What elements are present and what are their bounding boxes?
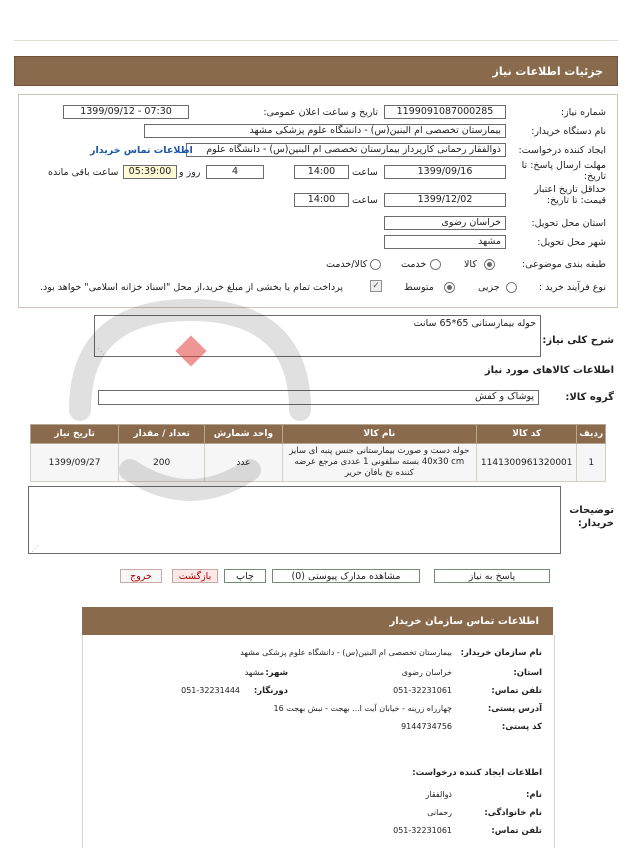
col-date: تاریخ نیاز [31,425,119,444]
contact-postal-value: 9144734756 [401,722,452,731]
cell-date: 1399/09/27 [31,444,119,482]
process-option-medium-label: متوسط [404,282,434,293]
city-field[interactable]: مشهد [384,235,506,249]
process-radio-minor[interactable] [506,282,517,293]
buyer-org-label: نام دستگاه خریدار: [531,126,606,137]
creator-phone-label: تلفن تماس: [491,826,542,836]
contact-address-label: آدرس پستی: [487,704,542,714]
buyer-org-field[interactable]: بیمارستان تخصصی ام البنین(س) - دانشگاه علوم پزشکی مشهد [144,124,506,138]
creator-label: ایجاد کننده درخواست: [518,145,606,156]
announce-field[interactable]: 1399/09/12 - 07:30 [63,105,189,119]
days-label: روز و [179,167,201,178]
validity-time-label: ساعت [352,195,378,206]
process-label: نوع فرآیند خرید : [538,282,606,293]
general-desc-text: حوله بیمارستانی 65*65 سانت [413,318,536,329]
category-radio-goods[interactable] [484,259,495,270]
contact-title: اطلاعات تماس سازمان خریدار [389,615,539,627]
category-option-both-label: کالا/خدمت [326,259,368,270]
province-field[interactable]: خراسان رضوی [384,216,506,230]
attachments-button[interactable]: مشاهده مدارک پیوستی (0) [272,569,420,583]
province-label: استان محل تحویل: [531,218,606,229]
contact-fax-value: 051-32231444 [181,686,240,695]
col-name: نام کالا [282,425,476,444]
cell-row: 1 [577,444,606,482]
city-label: شهر محل تحویل: [537,237,606,248]
cell-name: حوله دست و صورت بیمارستانی جنس پنبه ای سایز 40x30 cm بسته سلفونی 1 عددی مرجع عرضه کننده نخ بافان حریر [282,444,476,482]
print-button[interactable]: چاپ [224,569,266,583]
creator-family-value: رحمانی [427,808,452,817]
contact-fax-label: دورنگار: [253,686,288,696]
announce-label: تاریخ و ساعت اعلان عمومی: [263,107,378,118]
validity-label: حداقل تاریخ اعتبار قیمت: تا تاریخ: [534,184,606,206]
table-row[interactable] [31,444,606,482]
category-label: طبقه بندی موضوعی: [521,259,606,270]
need-number-field[interactable]: 1199091087000285 [384,105,506,119]
contact-phone-label: تلفن تماس: [491,686,542,696]
creator-family-label: نام خانوادگی: [484,808,542,818]
col-unit: واحد شمارش [205,425,283,444]
goods-info-title: اطلاعات کالاهای مورد نیاز [484,365,614,376]
col-code: کد کالا [476,425,576,444]
buyer-notes-label [564,504,614,530]
resize-handle-icon[interactable]: ⋰ [31,544,39,553]
buyer-notes-label-text: توضیحات خریدار: [569,505,614,529]
panel-header [14,56,618,86]
creator-field[interactable]: ذوالفقار رحمانی کارپرداز بیمارستان تخصصی ام البنین(س) - دانشگاه علوم [186,143,506,157]
deadline-date-field[interactable]: 1399/09/16 [384,165,506,179]
goods-group-label: گروه کالا: [565,392,614,403]
contact-city-value: مشهد [244,668,264,677]
remaining-label: ساعت باقی مانده [48,167,119,178]
items-table-header [31,425,606,444]
goods-group-field[interactable]: پوشاک و کفش [98,390,539,405]
creator-name-value: ذوالفقار [425,790,452,799]
contact-phone-value: 051-32231061 [393,686,452,695]
contact-org-label: نام سازمان خریدار: [460,648,542,658]
buyer-notes-field[interactable] [28,486,561,554]
contact-org-value: بیمارستان تخصصی ام البنین(س) - دانشگاه علوم پزشکی مشهد [240,648,452,657]
contact-header [82,607,553,635]
deadline-label: مهلت ارسال پاسخ: تا تاریخ: [521,160,606,182]
buyer-contact-link[interactable]: اطلاعات تماس خریدار [90,145,193,156]
contact-address-value: چهارراه زرینه - خیابان آیت ا... بهجت - نبش بهجت 16 [273,704,452,713]
contact-postal-label: کد پستی: [501,722,542,732]
days-field[interactable]: 4 [206,165,264,179]
col-qty: تعداد / مقدار [119,425,205,444]
general-desc-label: شرح کلی نیاز: [542,335,614,346]
reply-button[interactable]: پاسخ به نیاز [434,569,550,583]
category-radio-both[interactable] [370,259,381,270]
deadline-time-label: ساعت [352,167,378,178]
contact-province-value: خراسان رضوی [401,668,452,677]
category-option-goods-label: کالا [464,259,477,270]
process-note: پرداخت تمام یا بخشی از مبلغ خرید،از محل "اسناد خزانه اسلامی" خواهد بود. [40,282,343,293]
resize-handle-icon[interactable]: ⋰ [97,347,105,356]
treasury-checkbox[interactable]: ✓ [370,280,382,292]
creator-phone-value: 051-32231061 [393,826,452,835]
top-divider [14,40,618,41]
cell-unit: عدد [205,444,283,482]
panel-title: جزئیات اطلاعات نیاز [492,64,603,78]
validity-time-field[interactable]: 14:00 [294,193,349,207]
creator-name-label: نام: [525,790,542,800]
creator-section-title: اطلاعات ایجاد کننده درخواست: [412,768,542,778]
process-option-minor-label: جزیی [478,282,500,293]
items-table [30,424,606,482]
cell-qty: 200 [119,444,205,482]
contact-province-label: استان: [513,668,542,678]
remaining-time-field[interactable]: 05:39:00 [123,165,177,179]
back-button[interactable]: بازگشت [172,569,218,583]
cell-code: 1141300961320001 [476,444,576,482]
category-option-service-label: خدمت [401,259,427,270]
col-row: ردیف [577,425,606,444]
process-radio-medium[interactable] [444,282,455,293]
contact-city-label: شهر: [265,668,288,678]
deadline-time-field[interactable]: 14:00 [294,165,349,179]
exit-button[interactable]: خروج [120,569,162,583]
need-number-label: شماره نیاز: [560,107,606,118]
validity-date-field[interactable]: 1399/12/02 [384,193,506,207]
general-desc-field[interactable] [94,315,541,357]
category-radio-service[interactable] [430,259,441,270]
